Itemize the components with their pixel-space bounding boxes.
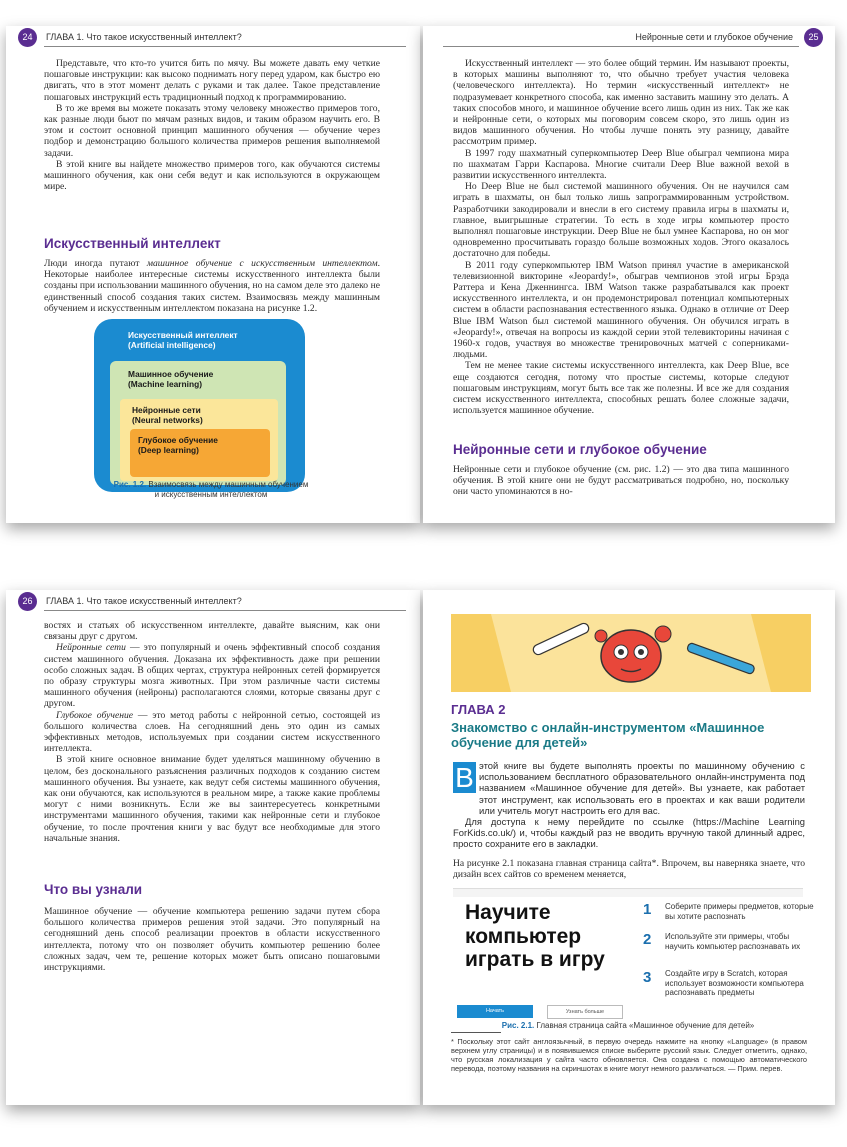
step-number: 2 bbox=[643, 931, 652, 948]
label-ru: Глубокое обучение bbox=[138, 435, 218, 445]
nn-box bbox=[120, 399, 278, 481]
paragraph: В этой книге основное внимание будет уделяться машинному обучению в целом, без досконального разъяснения различных подходов к созданию систем машинного обучения. Вы узнаете, как ведут себя системы машинного обучения, как они обучаются, как используются в реальном мире, а также какие проблемы могут с ними возникнуть. Если же вы заинтересуетесь конкретными инструментами машинного обучения, такими как нейронные сети и глубокое обучение, то после прочтения книги у вас будут все необходимые для этого начальные знания. bbox=[44, 754, 380, 844]
emphasis: Глубокое обучение bbox=[56, 709, 134, 721]
text-run: . Некоторые наиболее интересные системы искусственного интеллекта были созданы при использовании машинного обучения, но на самом деле это далеко не единственный способ создания таких систем. Взаимосвязь между машинным обучением и искусственным интеллектом показана на рисунке 1.2. bbox=[44, 258, 380, 314]
body-text bbox=[453, 858, 805, 880]
page-number: 25 bbox=[804, 28, 823, 47]
page-27 bbox=[423, 590, 835, 1105]
caption-text: Главная страница сайта «Машинное обучение для детей» bbox=[536, 1021, 755, 1030]
section-heading: Нейронные сети и глубокое обучение bbox=[453, 442, 707, 457]
step-number: 3 bbox=[643, 969, 652, 986]
ml-label bbox=[128, 369, 213, 389]
label-ru: Искусственный интеллект bbox=[128, 330, 238, 340]
hero-heading: Научите компьютер играть в игру bbox=[465, 901, 605, 971]
dl-box bbox=[130, 429, 270, 477]
dl-label bbox=[138, 435, 218, 455]
paragraph: Искусственный интеллект — это более общий термин. Им называют проекты, в которых машины выполняют то, что обычно требует участия человека (человеческого интеллекта). Но термин «искусственный интеллект» не подразумевает конкретного способа, как именно заставить машину это делать. А таких способов много, и машинное обучение всего лишь один из них. Так же как и нейронные сети, о которых мы поговорим совсем скоро, это лишь один из видов машинного обучения. Но чтобы лучше понять эту разницу, давайте рассмотрим пример. bbox=[453, 58, 789, 148]
paragraph: Нейронные сети и глубокое обучение (см. рис. 1.2) — это два типа машинного обучения. В этой книге они не будут рассматриваться подробно, но, поскольку они часто упоминаются в но- bbox=[453, 464, 789, 498]
paragraph: этой книге вы будете выполнять проекты по машинному обучению с использованием бесплатного образовательного онлайн-инструмента под названием «Машинное обучение для детей». Вы узнаете, как работает этот инструмент, как использовать его в проектах и как ваши родители или учитель могут настроить его для вас. bbox=[479, 760, 805, 816]
ml-box bbox=[110, 361, 286, 485]
page-26 bbox=[6, 590, 420, 1105]
paragraph: Тем не менее такие системы искусственного интеллекта, как Deep Blue, все еще создаются сегодня, потому что простые системы, которые следуют пошаговым инструкциям, могут быть все так же полезны. И все же для создания систем искусственного интеллекта, способных решать более сложные задачи, используется машинное обучение. bbox=[453, 360, 789, 417]
ai-label bbox=[128, 330, 238, 350]
paragraph bbox=[44, 710, 380, 755]
label-en: (Deep learning) bbox=[138, 445, 199, 455]
body-text bbox=[44, 258, 380, 314]
step-text: Используйте эти примеры, чтобы научить компьютер распознавать их bbox=[665, 932, 801, 951]
label-en: (Neural networks) bbox=[132, 415, 203, 425]
paragraph: В 1997 году шахматный суперкомпьютер Deep Blue обыграл чемпиона мира по шахматам Гарри Каспарова. Многие считали Deep Blue важной вехой в развитии искусственного интеллекта. bbox=[453, 147, 789, 182]
text-run: Люди иногда путают bbox=[44, 258, 147, 269]
page-24 bbox=[6, 26, 420, 523]
step-text: Соберите примеры предметов, которые вы хотите распознать bbox=[665, 902, 814, 921]
caption-text: Взаимосвязь между машинным обучением bbox=[148, 480, 309, 489]
chapter-illustration bbox=[451, 614, 811, 692]
paragraph: Но Deep Blue не был системой машинного обучения. Он не научился сам играть в шахматы, он был только лишь запрограммированным устройством. Разработчики закодировали и внесли в его систему правила игры в шахматы и, главное, выигрышные стратегии. То есть в ходе игры компьютер просто выполнял пошаговые инструкции. Deep Blue не был умнее Каспарова, но он мог одновременно просчитывать гораздо больше возможных ходов. Этого оказалось достаточно для победы. bbox=[453, 181, 789, 260]
chapter-number: ГЛАВА 2 bbox=[451, 702, 506, 717]
header-rule bbox=[44, 610, 406, 611]
paragraph: Для доступа к нему перейдите по ссылке (https://Machine Learning ForKids.co.uk/) и, чтобы каждый раз не вводить вручную такой длинный адрес, просто сохраните его в закладки. bbox=[453, 816, 805, 850]
figure-caption bbox=[76, 480, 346, 500]
chapter-title: Знакомство с онлайн-инструментом «Машинное обучение для детей» bbox=[451, 720, 765, 750]
figure-caption bbox=[443, 1021, 813, 1031]
label-ru: Машинное обучение bbox=[128, 369, 214, 379]
paragraph: Представьте, что кто-то учится бить по мячу. Вы можете давать ему четкие пошаговые инструкции: как высоко поднимать ногу перед ударом, как быстро ею двигать, что в этот момент делать с руками и так далее. Такое представление пошаговых инструкций есть традиционный подход к программированию. bbox=[44, 58, 380, 103]
website-screenshot bbox=[453, 888, 814, 1017]
label-en: (Artificial intelligence) bbox=[128, 340, 216, 350]
paragraph bbox=[44, 258, 380, 314]
text-run: — это популярный и очень эффективный способ создания систем машинного обучения. Доказана их эффективность даже при решении особо сложных задач. В общих чертах, структура нейронных сетей формируется по образу структуры мозга животных. При этом различные части системы машинного обучения (нейроны) располагаются слоями, которые связаны друг с другом. bbox=[44, 642, 380, 710]
nn-label bbox=[132, 405, 203, 425]
caption-label: Рис. 2.1. bbox=[501, 1021, 535, 1030]
step-text: Создайте игру в Scratch, которая использует возможности компьютера распознавать предметы bbox=[665, 969, 804, 997]
running-header: ГЛАВА 1. Что такое искусственный интеллект? bbox=[46, 32, 242, 42]
body-text bbox=[453, 58, 789, 417]
paragraph bbox=[44, 642, 380, 709]
label-ru: Нейронные сети bbox=[132, 405, 201, 415]
paragraph: В 2011 году суперкомпьютер IBM Watson принял участие в американской телевизионной викторине «Jeopardy!», обыграв чемпионов этой игры Брэда Раттера и Кена Дженнингса. IBM Watson также разрабатывался как проект искусственного интеллекта, и он продемонстрировал потенциал компьютерных систем в области распознавания естественного языка. Однако в отличие от Deep Blue IBM Watson был системой машинного обучения. Он обучился играть в «Jeopardy!», отвечая на вопросы из каждой серии этой телевикторины начиная с 1960-х годов, участвуя во множестве тренировочных матчей с соперниками-людьми. bbox=[453, 259, 789, 361]
step-number: 1 bbox=[643, 901, 652, 918]
body-text bbox=[44, 620, 380, 844]
learn-more-button: Узнать больше bbox=[547, 1005, 623, 1019]
start-button: Начать bbox=[457, 1005, 533, 1018]
site-nav-bar bbox=[453, 889, 803, 897]
paragraph: На рисунке 2.1 показана главная страница сайта*. Впрочем, вы наверняка знаете, что дизайн всех сайтов со временем меняется, bbox=[453, 858, 805, 881]
running-header: ГЛАВА 1. Что такое искусственный интеллект? bbox=[46, 596, 242, 606]
emphasis: машинное обучение с искусственным интеллектом bbox=[146, 258, 378, 269]
ai-diagram bbox=[94, 319, 305, 492]
emphasis: Нейронные сети bbox=[56, 642, 126, 654]
page-25 bbox=[423, 26, 835, 523]
caption-label: Рис. 1.2. bbox=[113, 480, 147, 489]
body-text bbox=[44, 906, 380, 973]
page-number: 26 bbox=[18, 592, 37, 611]
page-number: 24 bbox=[18, 28, 37, 47]
paragraph: востях и статьях об искусственном интеллекте, давайте выясним, как они связаны друг с другом. bbox=[44, 620, 380, 643]
label-en: (Machine learning) bbox=[128, 379, 202, 389]
paragraph: В этой книге вы найдете множество примеров того, как обучаются системы машинного обучения, как они себя ведут и как используются в окружающем мире. bbox=[44, 158, 380, 193]
footnote: * Поскольку этот сайт англоязычный, в первую очередь нажмите на кнопку «Language» (в правом верхнем углу страницы) и в появившемся списке выберите русский язык. Следует отметить, однако, что русская локализация у сайта часто обновляется. Она создана с помощью автоматического перевода, поэтому названия на скриншотах в книге могут немного различаться. — Прим. перев. bbox=[451, 1037, 807, 1073]
header-rule bbox=[44, 46, 406, 47]
section-heading: Что вы узнали bbox=[44, 882, 143, 897]
drop-cap: В bbox=[453, 762, 476, 793]
footnote-rule bbox=[451, 1032, 501, 1033]
body-text bbox=[453, 760, 805, 850]
body-text bbox=[453, 464, 789, 498]
header-rule bbox=[443, 46, 799, 47]
running-header: Нейронные сети и глубокое обучение bbox=[635, 32, 793, 42]
body-text bbox=[44, 58, 380, 192]
caption-text: и искусственным интеллектом bbox=[154, 490, 268, 499]
robot-illustration bbox=[451, 614, 811, 692]
section-heading: Искусственный интеллект bbox=[44, 236, 221, 251]
paragraph: Машинное обучение — обучение компьютера решению задачи путем сбора большого количества примеров решения этой задачи. Это популярный на сегодняшний день способ реализации проектов в области искусственного интеллекта, потому что он позволяет обучить компьютер решению более сложных задач, чем те, решение которых может быть описано пошаговыми инструкциями. bbox=[44, 906, 380, 974]
text-run: — это метод работы с нейронной сетью, состоящей из большого количества слоев. На сегодняшний день это один из самых эффективных методов, используемых при создании систем искусственного интеллекта. bbox=[44, 709, 380, 755]
paragraph: В то же время вы можете показать этому человеку множество примеров того, как разные люди бьют по мячам разных видов, и таким образом научить его. В этом и состоит основной принцип машинного обучения — обучение через подбор и демонстрацию большого количества примеров решения выполняемой задачи. bbox=[44, 102, 380, 159]
